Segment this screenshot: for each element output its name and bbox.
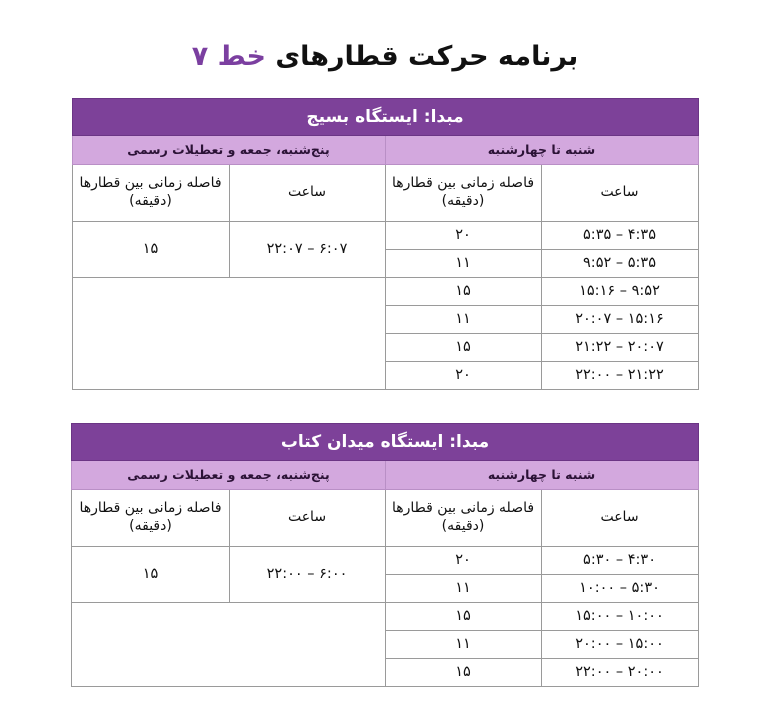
- holiday-empty-cell: [72, 602, 385, 686]
- holiday-time-cell: ۶:۰۰ – ۲۲:۰۰: [229, 546, 385, 602]
- day-group-weekday: شنبه تا چهارشنبه: [385, 460, 698, 489]
- schedule-table-meydan-ketab: [71, 423, 698, 687]
- origin-header-row: [72, 423, 698, 460]
- day-group-weekday: شنبه تا چهارشنبه: [385, 135, 698, 164]
- col-header-time-holiday: ساعت: [229, 489, 385, 546]
- interval-cell: ۱۱: [385, 630, 541, 658]
- interval-label-line1: فاصله زمانی بین قطارها: [79, 175, 222, 192]
- page-title-accent: خط ۷: [191, 41, 266, 73]
- interval-cell: ۱۱: [385, 249, 541, 277]
- time-cell: ۵:۳۰ – ۱۰:۰۰: [541, 574, 698, 602]
- time-cell: ۴:۳۰ – ۵:۳۰: [541, 546, 698, 574]
- table-row: [72, 277, 698, 305]
- holiday-interval-cell: ۱۵: [72, 221, 229, 277]
- interval-cell: ۲۰: [385, 221, 541, 249]
- col-header-time-weekday: ساعت: [541, 489, 698, 546]
- holiday-empty-cell: [72, 277, 385, 389]
- col-header-interval-holiday: [72, 489, 229, 546]
- table-row: [72, 221, 698, 249]
- day-group-holiday: پنج‌شنبه، جمعه و تعطیلات رسمی: [72, 135, 385, 164]
- page-title-main: برنامه حرکت قطارهای: [275, 41, 579, 73]
- interval-cell: ۲۰: [385, 546, 541, 574]
- column-header-row: [72, 489, 698, 546]
- schedule-page: [0, 18, 770, 718]
- table-row: [72, 546, 698, 574]
- origin-header-row: [72, 98, 698, 135]
- time-cell: ۲۱:۲۲ – ۲۲:۰۰: [541, 361, 698, 389]
- time-cell: ۹:۵۲ – ۱۵:۱۶: [541, 277, 698, 305]
- interval-label-line1: فاصله زمانی بین قطارها: [391, 175, 535, 192]
- interval-cell: ۲۰: [385, 361, 541, 389]
- interval-cell: ۱۵: [385, 602, 541, 630]
- col-header-interval-weekday: [385, 164, 541, 221]
- col-header-interval-holiday: [72, 164, 229, 221]
- origin-title: مبدا: ایستگاه بسیج: [72, 98, 698, 135]
- time-cell: ۲۰:۰۷ – ۲۱:۲۲: [541, 333, 698, 361]
- day-group-row: [72, 460, 698, 489]
- schedule-table-basij: [72, 98, 699, 390]
- interval-label-line2: (دقیقه): [441, 192, 485, 209]
- col-header-time-holiday: ساعت: [229, 164, 385, 221]
- table-row: [72, 602, 698, 630]
- interval-label-line2: (دقیقه): [129, 192, 172, 209]
- interval-label-line1: فاصله زمانی بین قطارها: [391, 500, 535, 517]
- column-header-row: [72, 164, 698, 221]
- time-cell: ۱۰:۰۰ – ۱۵:۰۰: [541, 602, 698, 630]
- holiday-interval-cell: ۱۵: [72, 546, 229, 602]
- interval-cell: ۱۵: [385, 333, 541, 361]
- interval-cell: ۱۱: [385, 574, 541, 602]
- col-header-interval-weekday: [385, 489, 541, 546]
- origin-title: مبدا: ایستگاه میدان کتاب: [72, 423, 698, 460]
- holiday-time-cell: ۶:۰۷ – ۲۲:۰۷: [229, 221, 385, 277]
- day-group-row: [72, 135, 698, 164]
- interval-cell: ۱۵: [385, 277, 541, 305]
- interval-cell: ۱۵: [385, 658, 541, 686]
- time-cell: ۴:۳۵ – ۵:۳۵: [541, 221, 698, 249]
- time-cell: ۲۰:۰۰ – ۲۲:۰۰: [541, 658, 698, 686]
- page-title: [0, 18, 770, 80]
- day-group-holiday: پنج‌شنبه، جمعه و تعطیلات رسمی: [72, 460, 385, 489]
- time-cell: ۱۵:۰۰ – ۲۰:۰۰: [541, 630, 698, 658]
- col-header-time-weekday: ساعت: [541, 164, 698, 221]
- interval-label-line1: فاصله زمانی بین قطارها: [79, 500, 222, 517]
- time-cell: ۱۵:۱۶ – ۲۰:۰۷: [541, 305, 698, 333]
- time-cell: ۵:۳۵ – ۹:۵۲: [541, 249, 698, 277]
- interval-label-line2: (دقیقه): [129, 517, 172, 534]
- interval-label-line2: (دقیقه): [441, 517, 485, 534]
- interval-cell: ۱۱: [385, 305, 541, 333]
